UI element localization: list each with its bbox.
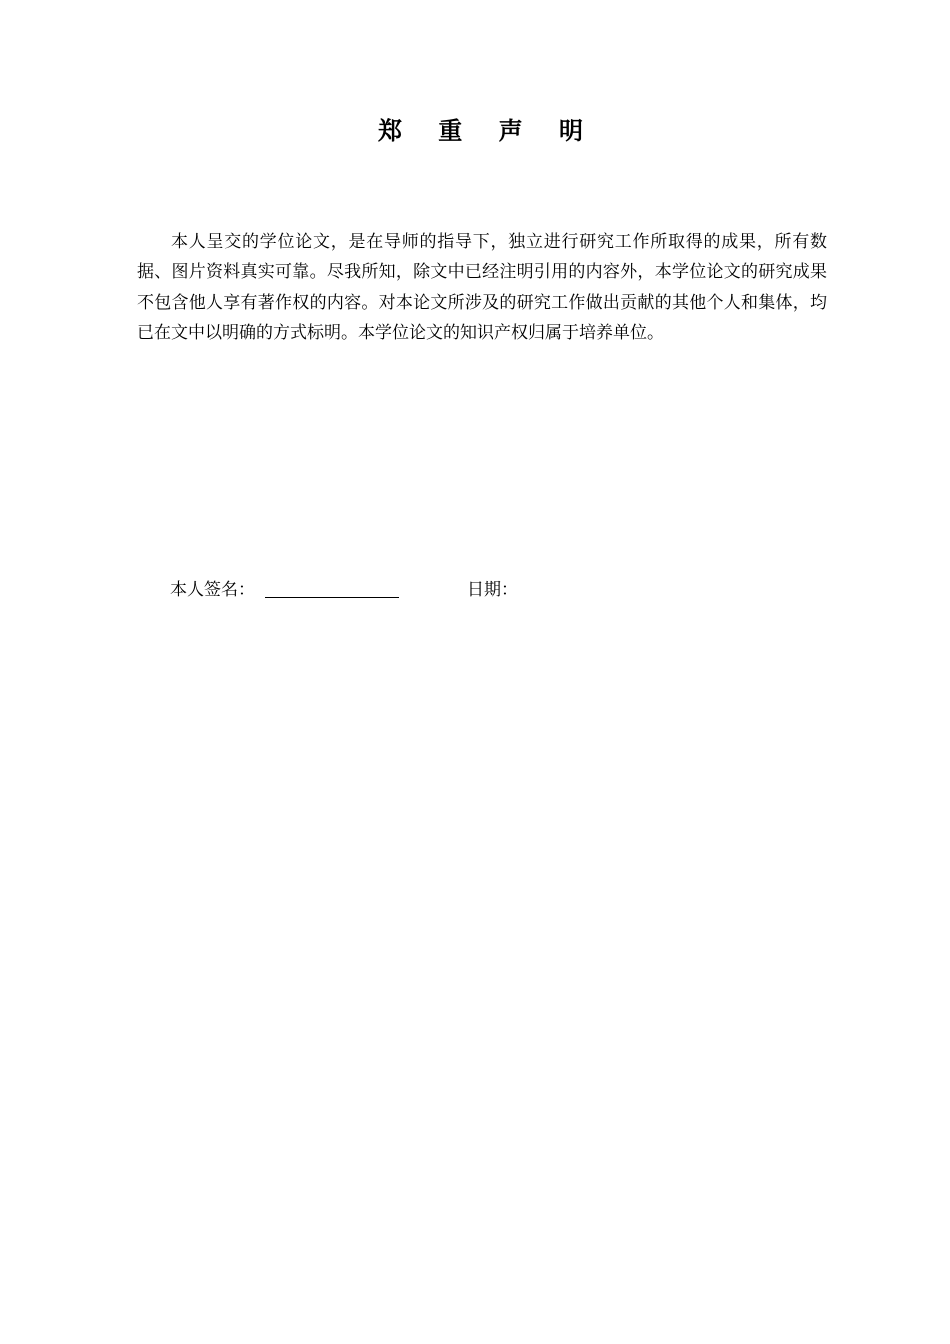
- signature-row: [170, 575, 770, 605]
- declaration-paragraph: 本人呈交的学位论文，是在导师的指导下，独立进行研究工作所取得的成果，所有数据、图片资料真实可靠。尽我所知，除文中已经注明引用的内容外，本学位论文的研究成果不包含他人享有著作权的内容。对本论文所涉及的研究工作做出贡献的其他个人和集体，均已在文中以明确的方式标明。本学位论文的知识产权归属于培养单位。: [137, 232, 827, 343]
- signature-line: [265, 597, 399, 598]
- date-label: 日期：: [467, 580, 518, 600]
- signature-label: 本人签名：: [170, 580, 255, 600]
- page-title: 郑 重 声 明: [377, 117, 598, 145]
